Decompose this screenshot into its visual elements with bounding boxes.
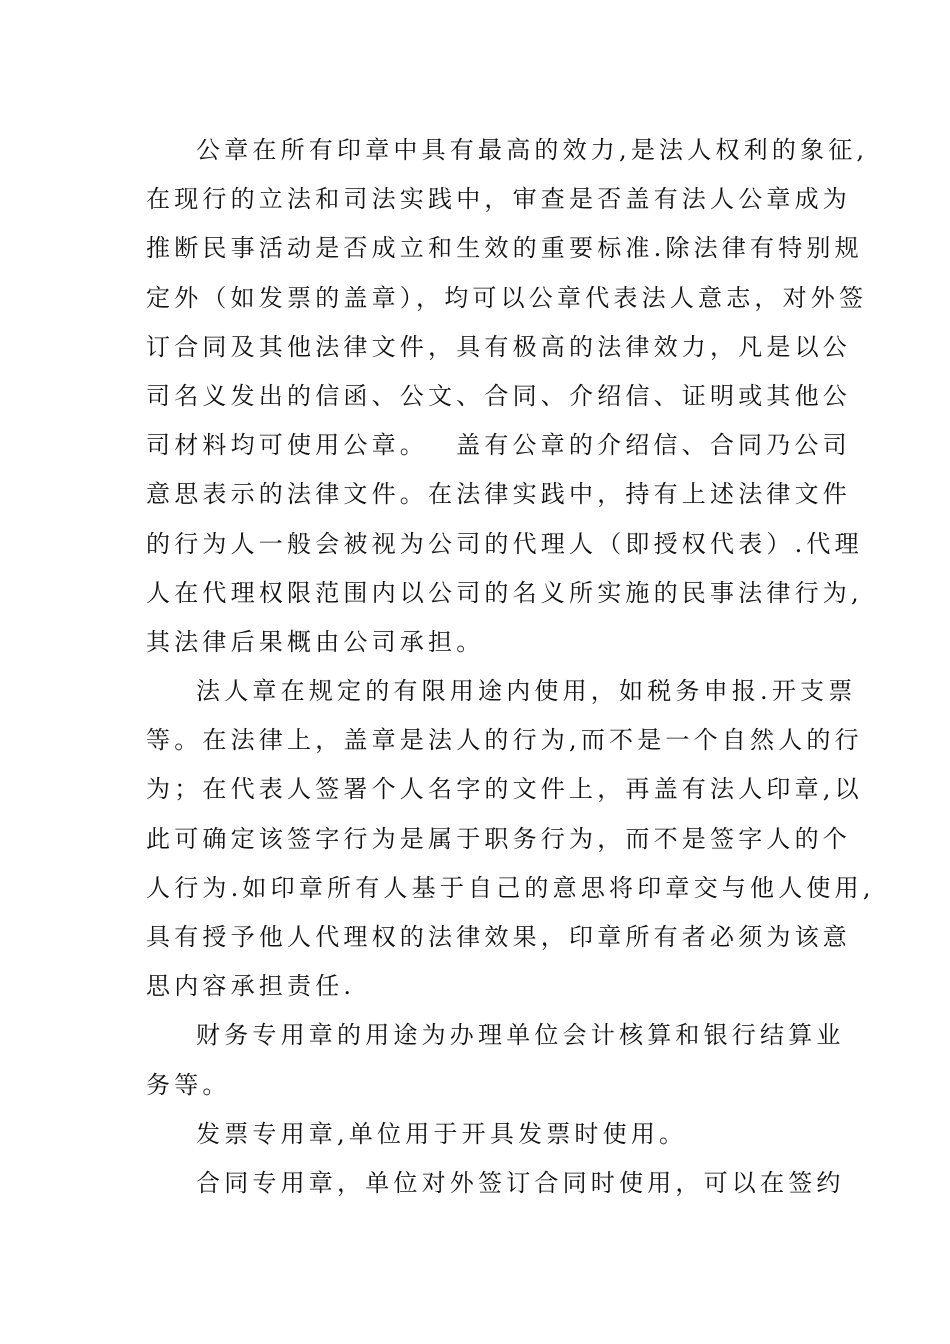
paragraph-line: 思内容承担责任. — [146, 972, 356, 1001]
paragraph-line: 定外（如发票的盖章），均可以公章代表法人意志，对外签 — [146, 283, 868, 312]
paragraph-line: 其法律后果概由公司承担。 — [146, 627, 485, 656]
paragraph-line: 合同专用章，单位对外签订合同时使用，可以在签约 — [196, 1168, 845, 1197]
paragraph-line: 司材料均可使用公章。 盖有公章的介绍信、合同乃公司 — [146, 431, 851, 460]
paragraph-line: 司名义发出的信函、公文、合同、介绍信、证明或其他公 — [146, 381, 851, 410]
paragraph-line: 此可确定该签字行为是属于职务行为，而不是签字人的个 — [146, 824, 851, 853]
paragraph-line: 在现行的立法和司法实践中，审查是否盖有法人公章成为 — [146, 185, 851, 214]
paragraph-line: 公章在所有印章中具有最高的效力,是法人权利的象征, — [196, 136, 869, 164]
paragraph-line: 人行为.如印章所有人基于自己的意思将印章交与他人使用, — [146, 873, 875, 902]
paragraph-line: 务等。 — [146, 1070, 231, 1099]
paragraph-line: 法人章在规定的有限用途内使用，如税务申报.开支票 — [196, 677, 857, 706]
paragraph-line: 人在代理权限范围内以公司的名义所实施的民事法律行为, — [146, 578, 863, 607]
paragraph-line: 为；在代表人签署个人名字的文件上，再盖有法人印章,以 — [146, 775, 863, 804]
document-body — [146, 126, 875, 1208]
paragraph-line: 发票专用章,单位用于开具发票时使用。 — [196, 1119, 688, 1148]
paragraph-line: 的行为人一般会被视为公司的代理人（即授权代表）.代理 — [146, 529, 863, 558]
paragraph-line: 订合同及其他法律文件，具有极高的法律效力，凡是以公 — [146, 332, 851, 361]
paragraph-line: 意思表示的法律文件。在法律实践中，持有上述法律文件 — [146, 480, 851, 509]
paragraph-line: 推断民事活动是否成立和生效的重要标准.除法律有特别规 — [146, 234, 863, 263]
paragraph-line: 等。在法律上，盖章是法人的行为,而不是一个自然人的行 — [146, 726, 863, 755]
paragraph-line: 具有授予他人代理权的法律效果，印章所有者必须为该意 — [146, 923, 851, 951]
paragraph-line: 财务专用章的用途为办理单位会计核算和银行结算业 — [196, 1021, 845, 1050]
